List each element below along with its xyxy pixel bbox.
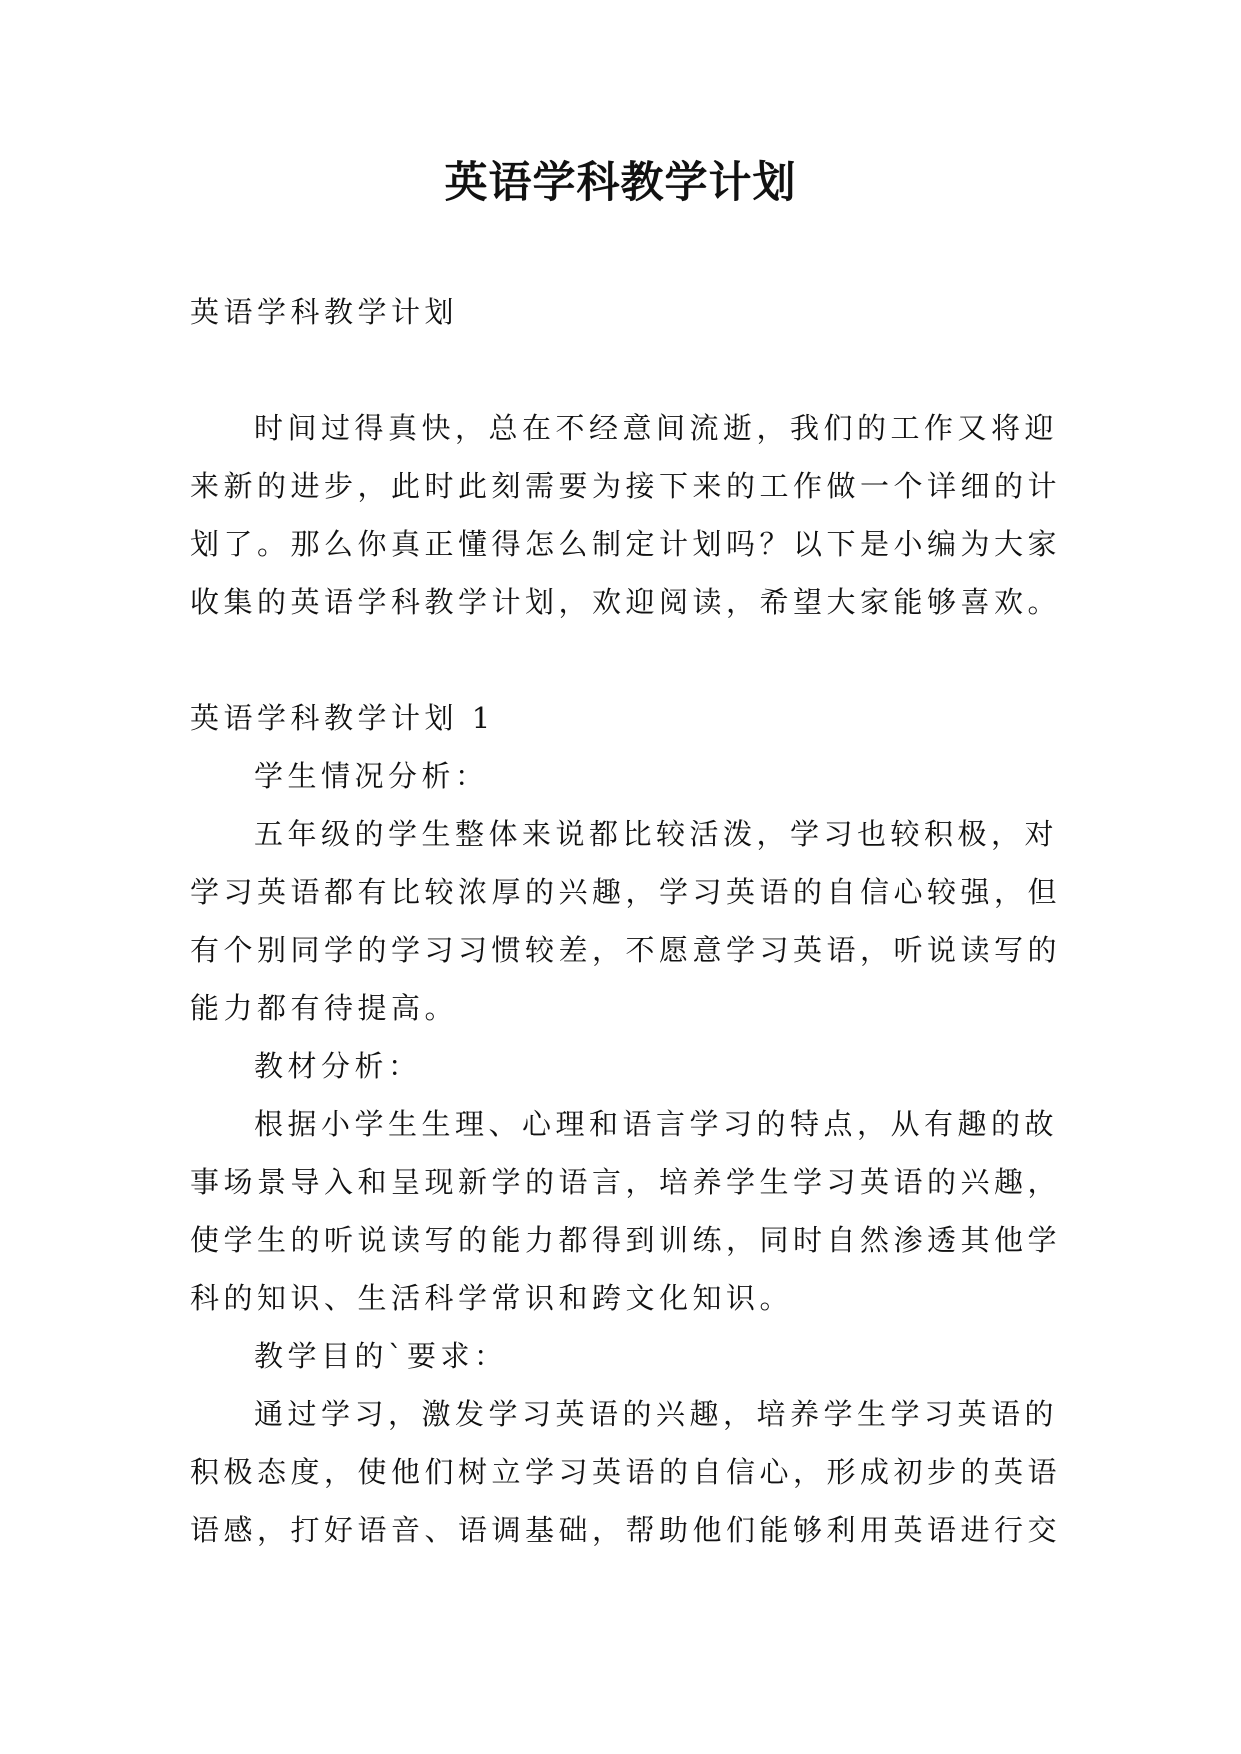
paragraph-gap xyxy=(190,341,1070,399)
student-analysis-line: 学习英语都有比较浓厚的兴趣，学习英语的自信心较强，但 xyxy=(190,875,1062,909)
material-analysis-heading: 教材分析： xyxy=(254,1049,422,1083)
material-analysis-line: 使学生的听说读写的能力都得到训练，同时自然渗透其他学 xyxy=(190,1223,1062,1257)
paragraph-gap xyxy=(190,631,1070,689)
material-analysis-line: 科的知识、生活科学常识和跨文化知识。 xyxy=(190,1281,794,1315)
material-analysis-line: 根据小学生生理、心理和语言学习的特点，从有趣的故 xyxy=(254,1107,1059,1141)
section-heading: 英语学科教学计划 1 xyxy=(190,701,495,735)
document-body xyxy=(190,283,1070,1559)
material-analysis-line: 事场景导入和呈现新学的语言，培养学生学习英语的兴趣， xyxy=(190,1165,1062,1199)
intro-line: 收集的英语学科教学计划，欢迎阅读，希望大家能够喜欢。 xyxy=(190,585,1062,619)
document-subtitle: 英语学科教学计划 xyxy=(190,295,459,329)
intro-line: 时间过得真快，总在不经意间流逝，我们的工作又将迎 xyxy=(254,411,1059,445)
teaching-goal-heading: 教学目的`要求： xyxy=(254,1339,508,1373)
teaching-goal-line: 通过学习，激发学习英语的兴趣，培养学生学习英语的 xyxy=(254,1397,1059,1431)
intro-line: 来新的进步，此时此刻需要为接下来的工作做一个详细的计 xyxy=(190,469,1062,503)
student-analysis-line: 有个别同学的学习习惯较差，不愿意学习英语，听说读写的 xyxy=(190,933,1062,967)
teaching-goal-line: 积极态度，使他们树立学习英语的自信心，形成初步的英语 xyxy=(190,1455,1062,1489)
teaching-goal-line: 语感，打好语音、语调基础，帮助他们能够利用英语进行交 xyxy=(190,1513,1062,1547)
document-title: 英语学科教学计划 xyxy=(444,158,797,208)
student-analysis-line: 能力都有待提高。 xyxy=(190,991,459,1025)
student-analysis-line: 五年级的学生整体来说都比较活泼，学习也较积极，对 xyxy=(254,817,1059,851)
student-analysis-heading: 学生情况分析： xyxy=(254,759,489,793)
intro-line: 划了。那么你真正懂得怎么制定计划吗？以下是小编为大家 xyxy=(190,527,1062,561)
